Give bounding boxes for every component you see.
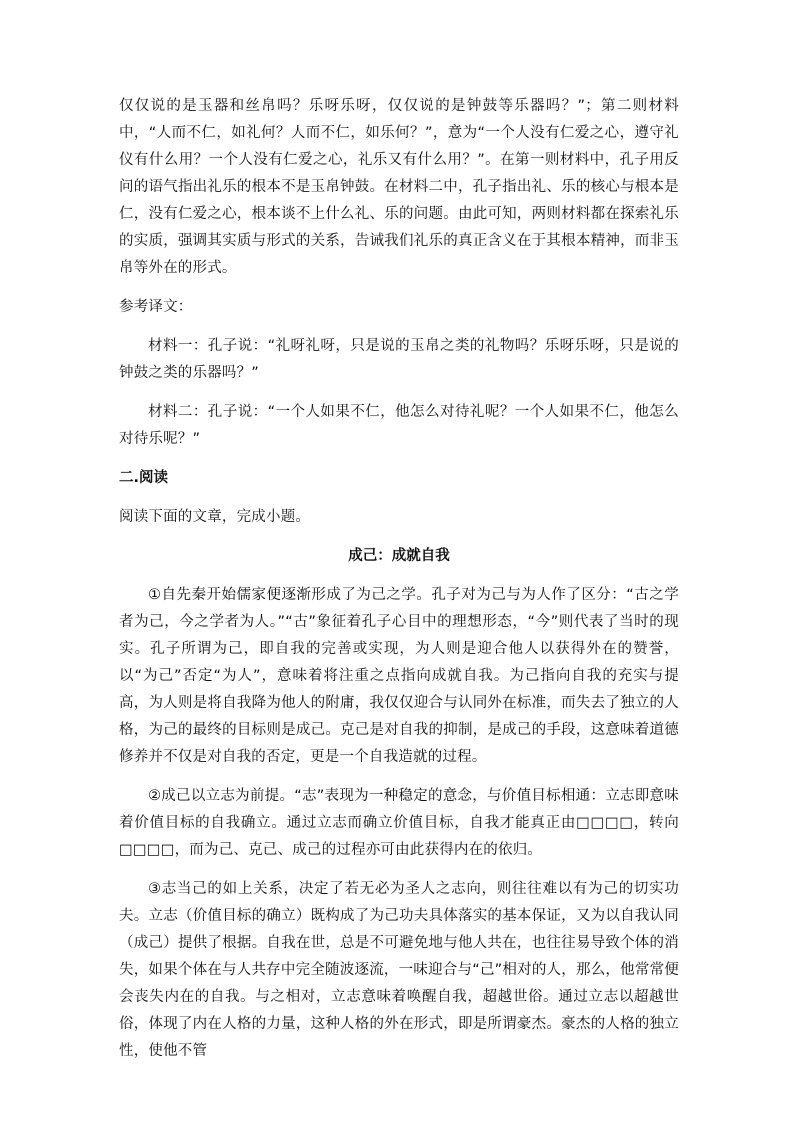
material-one-translation: 材料一：孔子说：“礼呀礼呀，只是说的玉帛之类的礼物吗？乐呀乐呀，只是说的钟鼓之类的乐器吗？” — [119, 338, 679, 381]
section-heading: 二.阅读 — [119, 470, 169, 486]
reading-instruction: 阅读下面的文章，完成小题。 — [119, 509, 311, 525]
document-page — [119, 93, 679, 1077]
answer-explanation: 仅仅说的是玉器和丝帛吗？乐呀乐呀，仅仅说的是钟鼓等乐器吗？”；第二则材料中，“人而不仁，如礼何？人而不仁，如乐何？”，意为“一个人没有仁爱之心，遵守礼仪有什么用？一个人没有仁爱之心，礼乐又有什么用？”。在第一则材料中，孔子用反问的语气指出礼乐的根本不是玉帛钟鼓。在材料二中，孔子指出礼、乐的核心与根本是仁，没有仁爱之心，根本谈不上什么礼、乐的问题。由此可知，两则材料都在探索礼乐的实质，强调其实质与形式的关系，告诫我们礼乐的真正含义在于其根本精神，而非玉帛等外在的形式。 — [119, 98, 679, 276]
article-paragraph-1: ①自先秦开始儒家便逐渐形成了为己之学。孔子对为己与为人作了区分：“古之学者为己，今之学者为人。”“古”象征着孔子心目中的理想形态，“今”则代表了当时的现实。孔子所谓为己，即自我的完善或实现，为人则是迎合他人以获得外在的赞誉，以“为己”否定“为人”，意味着将注重之点指向成就自我。为己指向自我的充实与提高，为人则是将自我降为他人的附庸，我仅仅迎合与认同外在标准，而失去了独立的人格，为己的最终的目标则是成己。克己是对自我的抑制，是成己的手段，这意味着道德修养并不仅是对自我的否定，更是一个自我造就的过程。 — [119, 587, 679, 765]
article-paragraph-2: ②成己以立志为前提。“志”表现为一种稳定的意念，与价值目标相通：立志即意味着价值目标的自我确立。通过立志而确立价值目标，自我才能真正由□□□□，转向□□□□，而为己、克己、成己的过程亦可由此获得内在的依归。 — [119, 788, 679, 858]
article-paragraph-3: ③志当己的如上关系，决定了若无必为圣人之志向，则往往难以有为己的切实功夫。立志（价值目标的确立）既构成了为己功夫具体落实的基本保证，又为以自我认同（成己）提供了根据。自我在世，总是不可避免地与他人共在，也往往易导致个体的消失，如果个体在与人共存中完全随波逐流，一味迎合与“己”相对的人，那么，他常常便会丧失内在的自我。与之相对，立志意味着唤醒自我，超越世俗。通过立志以超越世俗，体现了内在人格的力量，这种人格的外在形式，即是所谓豪杰。豪杰的人格的独立性，使他不管 — [119, 881, 679, 1059]
article-title: 成己：成就自我 — [348, 548, 450, 564]
material-two-translation: 材料二：孔子说：“一个人如果不仁，他怎么对待礼呢？一个人如果不仁，他怎么对待乐呢？” — [119, 404, 679, 447]
reference-translation-label: 参考译文： — [119, 299, 193, 315]
